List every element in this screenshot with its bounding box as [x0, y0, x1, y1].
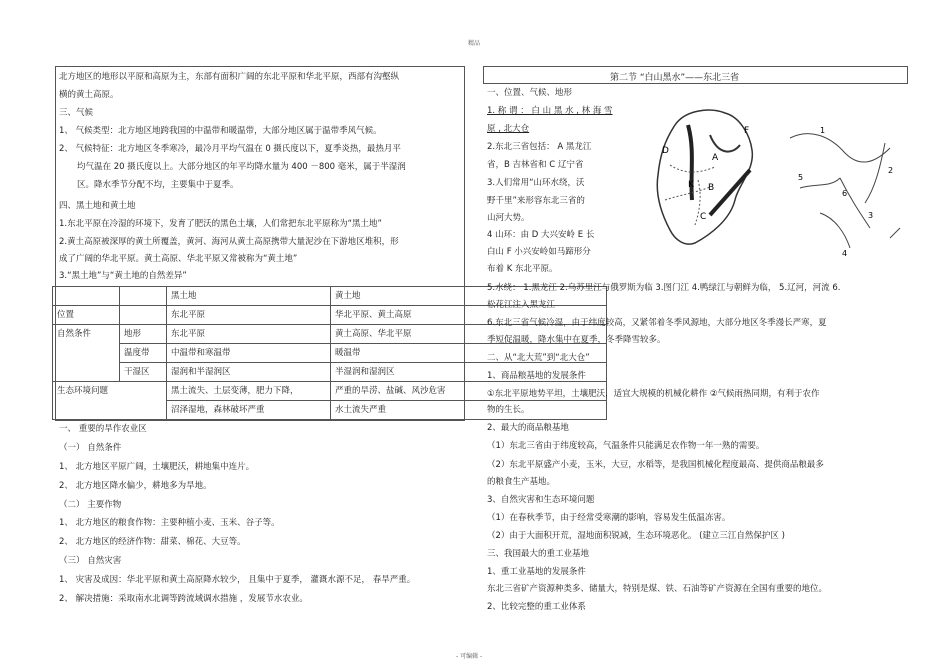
sec2-line: （2）由于大面积开荒，湿地面积锐减，生态环境恶化。 (建立三江自然保护区 ) — [487, 531, 785, 541]
soil-heading: 四、黑土地和黄土地 — [59, 201, 136, 211]
table-cell: 半湿润和湿润区 — [331, 363, 607, 382]
table-cell — [53, 287, 120, 306]
table-cell: 东北平原 — [167, 306, 331, 325]
footer-mark: - 可编辑 - — [456, 653, 483, 660]
table-cell: 华北平原、黄土高原 — [331, 306, 607, 325]
climate-heading: 三、气候 — [59, 108, 94, 118]
agri-line: 1、 北方地区的粮食作物：主要种植小麦、玉米、谷子等。 — [59, 518, 280, 528]
agri-line: 2、 北方地区降水偏少，耕地多为旱地。 — [59, 481, 212, 491]
table-cell: 黄土高原、华北平原 — [331, 325, 607, 344]
climate-line-right-1: 6.东北三省气候冷湿，由于纬度较高，又紧邻着冬季风源地，大部分地区冬季漫长严寒，夏 — [487, 318, 827, 328]
soil-line-4: 3.“黑土地”与“黄土地的自然差异” — [59, 271, 187, 281]
table-cell: 生态环境问题 — [53, 382, 167, 420]
river-number: 5 — [798, 173, 804, 182]
table-cell — [120, 306, 167, 325]
header-mark: 精品 — [468, 40, 481, 47]
river-number: 3 — [868, 211, 874, 220]
agri-heading: 一、 重要的旱作农业区 — [59, 424, 147, 434]
agri-line: （一） 自然条件 — [59, 443, 122, 453]
river-line-1: 5.水绕： 1.黑龙江 2.乌苏里江与俄罗斯为临 3.图门江 4.鸭绿江与朝鲜为临， 5.辽河，河流 6. — [487, 283, 841, 293]
sec1-line: 原 , 北大仓 — [487, 124, 530, 134]
soil-line-2: 2.黄土高原被深厚的黄土所覆盖，黄河、海河从黄土高原携带大量泥沙在下游地区堆积，形 — [59, 237, 399, 247]
table-cell: 自然条件 — [53, 325, 120, 382]
river-number: 2 — [888, 166, 894, 175]
sec3-line: 1、重工业基地的发展条件 — [487, 567, 586, 577]
table-cell: 湿润和半湿润区 — [167, 363, 331, 382]
river-line-2: 松花江注入黑龙江 — [487, 300, 556, 310]
climate-line-3: 均气温在 20 摄氏度以上。大部分地区的年平均降水量为 400 －800 毫米，属于半湿润 — [77, 162, 406, 172]
agri-line: （二） 主要作物 — [59, 500, 122, 510]
table-cell — [120, 287, 167, 306]
climate-line-1: 1、 气候类型：北方地区地跨我国的中温带和暖温带，大部分地区属于温带季风气候。 — [59, 126, 382, 136]
sec2-line: 1、商品粮基地的发展条件 — [487, 371, 586, 381]
map-label-d: D — [662, 146, 669, 156]
river-number: 1 — [820, 126, 826, 135]
map-label-k: K — [688, 180, 694, 190]
river-number: 6 — [842, 189, 848, 198]
sec1-line: 3.人们常用“山环水绕，沃 — [487, 178, 585, 188]
sec2-line: 3、自然灾害和生态环境问题 — [487, 495, 595, 505]
sec1-line: 1. 称 谓 ： 白 山 黑 水 , 林 海 雪 — [487, 106, 613, 116]
sec1-line: 白山 F 小兴安岭如马蹄形分 — [487, 247, 591, 257]
sec3-heading: 三、我国最大的重工业基地 — [487, 549, 590, 559]
map-label-a: A — [712, 153, 719, 163]
climate-line-2: 2、 气候特征：北方地区冬季寒冷，最冷月平均气温在 0 摄氏度以下，夏季炎热，最热月平 — [59, 144, 401, 154]
sec2-line: （1）在春秋季节，由于经常受寒潮的影响，容易发生低温冻害。 — [487, 513, 731, 523]
agri-line: 1、 北方地区平原广阔，土壤肥沃，耕地集中连片。 — [59, 462, 255, 472]
map-label-c: C — [700, 212, 707, 222]
sec2-line: 2、最大的商品粮基地 — [487, 423, 569, 433]
table-cell: 沼泽湿地，森林破坏严重 — [167, 401, 331, 420]
table-cell: 地形 — [120, 325, 167, 344]
agri-line: 2、 北方地区的经济作物：甜菜、棉花、大豆等。 — [59, 537, 246, 547]
table-cell: 东北平原 — [167, 325, 331, 344]
climate-line-right-2: 季短促温暖，降水集中在夏季，冬季降雪较多。 — [487, 335, 666, 345]
intro-line-1: 北方地区的地形以平原和高原为主，东部有面积广阔的东北平原和华北平原，西部有沟壑纵 — [59, 72, 400, 82]
agri-line: 1、 灾害及成因：华北平原和黄土高原降水较少， 且集中于夏季， 灌溉水源不足， 春旱严重。 — [59, 575, 416, 585]
table-header-black-soil: 黑土地 — [167, 287, 331, 306]
soil-line-3: 成了广阔的华北平原。黄土高原、华北平原又常被称为“黄土地” — [59, 254, 298, 264]
table-cell: 中温带和寒温带 — [167, 344, 331, 363]
table-cell: 干湿区 — [120, 363, 167, 382]
agri-line: 2、 解决措施：采取南水北调等跨流域调水措施 ，发展节水农业。 — [59, 594, 308, 604]
northeast-map — [640, 95, 770, 255]
sec1-line: 布着 K 东北平原。 — [487, 264, 558, 274]
soil-line-1: 1.东北平原在冷湿的环境下，发育了肥沃的黑色土壤，人们常把东北平原称为“黑土地” — [59, 219, 382, 229]
sec1-heading: 一、位置、气候、地形 — [487, 88, 573, 98]
map-label-f: F — [744, 126, 750, 136]
table-cell: 严重的旱涝、盐碱、风沙危害 — [331, 382, 607, 401]
climate-line-4: 区。降水季节分配不均，主要集中于夏季。 — [77, 180, 239, 190]
river-number: 4 — [842, 249, 848, 258]
sec2-heading: 二、从“北大荒”到“北大仓” — [487, 353, 590, 363]
rivers-map — [780, 118, 910, 268]
sec2-line: （1）东北三省由于纬度较高，气温条件只能满足农作物一年一熟的需要。 — [487, 441, 765, 451]
sec1-line: 4 山环：由 D 大兴安岭 E 长 — [487, 230, 595, 240]
sec2-line: （2）东北平原盛产小麦，玉米，大豆，水稻等，是我国机械化程度最高、提供商品粮最多 — [487, 460, 824, 470]
sec2-line: ①东北平原地势平坦，土壤肥沃，适宜大规模的机械化耕作 ②气候雨热同期，有利于农作 — [487, 389, 820, 399]
sec2-line: 的粮食生产基地。 — [487, 477, 556, 487]
intro-line-2: 横的黄土高原。 — [59, 90, 119, 100]
table-cell: 水土流失严重 — [331, 401, 607, 420]
sec3-line: 2、比较完整的重工业体系 — [487, 602, 586, 612]
sec1-line: 2.东北三省包括： A 黑龙江 — [487, 142, 592, 152]
sec3-line: 东北三省矿产资源种类多、储量大，特别是煤、铁、石油等矿产资源在全国有重要的地位。 — [487, 584, 828, 594]
section-title: 第二节 “白山黑水”——东北三省 — [610, 73, 740, 83]
table-cell: 位置 — [53, 306, 120, 325]
agri-line: （三） 自然灾害 — [59, 556, 122, 566]
table-cell: 温度带 — [120, 344, 167, 363]
sec1-line: 山河大势。 — [487, 213, 530, 223]
sec1-line: 省，B 吉林省和 C 辽宁省 — [487, 160, 584, 170]
table-cell: 黑土流失、土层变薄，肥力下降， — [167, 382, 331, 401]
sec1-line: 野千里”来形容东北三省的 — [487, 196, 585, 206]
table-header-yellow-soil: 黄土地 — [331, 287, 607, 306]
table-cell: 暖温带 — [331, 344, 607, 363]
map-label-b: B — [708, 183, 715, 193]
sec2-line: 物的生长。 — [487, 405, 530, 415]
